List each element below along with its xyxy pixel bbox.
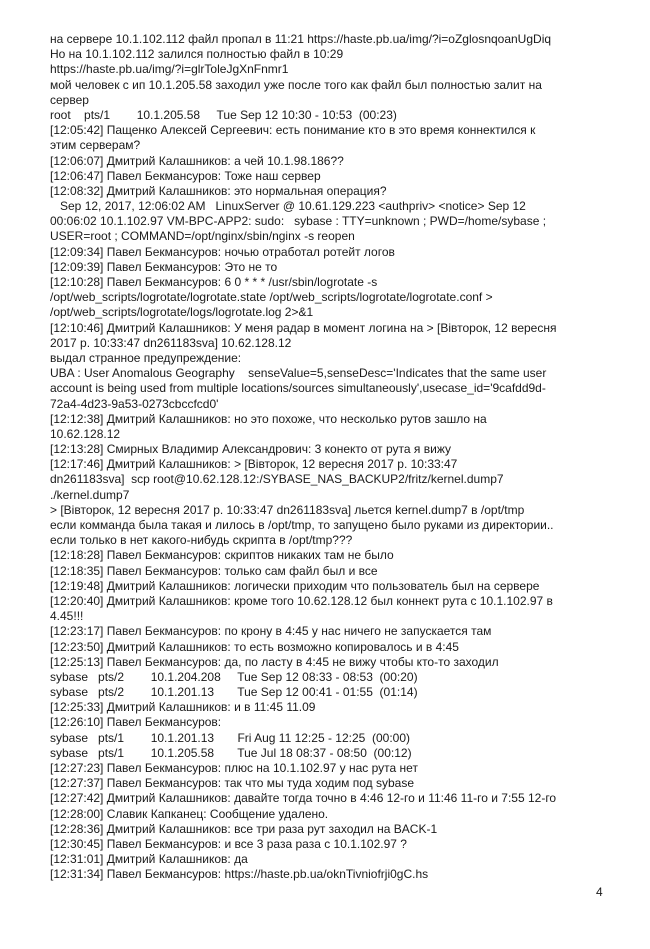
text-line: sybase pts/1 10.1.201.13 Fri Aug 11 12:25 - 12:25 (00:00): [50, 730, 410, 745]
text-line: USER=root ; COMMAND=/opt/nginx/sbin/nginx -s reopen: [50, 229, 355, 244]
text-line: ./kernel.dump7: [50, 487, 130, 502]
text-line: [12:17:46] Дмитрий Калашников: > [Вівторок, 12 вересня 2017 р. 10:33:47: [50, 457, 458, 472]
text-line: [12:19:48] Дмитрий Калашников: логически приходим что пользователь был на сервере: [50, 578, 540, 593]
text-line: [12:27:23] Павел Бекмансуров: плюс на 10.1.102.97 у нас рута нет: [50, 761, 418, 775]
text-line: /opt/web_scripts/logrotate/logrotate.state /opt/web_scripts/logrotate/logrotate.conf >: [50, 290, 493, 305]
text-line: мой человек с ип 10.1.205.58 заходил уже после того как файл был полностью залит на: [50, 77, 542, 92]
text-line: [12:28:00] Славик Капканец: Сообщение удалено.: [50, 806, 329, 821]
text-line: [12:10:46] Дмитрий Калашников: У меня радар в момент логина на > [Вівторок, 12 вересня: [50, 320, 557, 335]
text-line: на сервере 10.1.102.112 файл пропал в 11:21 https://haste.pb.ua/img/?i=oZglosnqoanUgDiq: [50, 32, 552, 46]
text-line: [12:20:40] Дмитрий Калашников: кроме того 10.62.128.12 был коннект рута с 10.1.102.97 в: [50, 593, 553, 608]
text-line: 4.45!!!: [50, 609, 84, 624]
text-line: /opt/web_scripts/logrotate/logs/logrotate.log 2>&1: [50, 305, 314, 320]
text-line: 2017 р. 10:33:47 dn261183sva] 10.62.128.12: [50, 335, 292, 350]
text-line: [12:31:34] Павел Бекмансуров: https://haste.pb.ua/oknTivniofrji0gC.hs: [50, 867, 429, 882]
text-line: sybase pts/1 10.1.205.58 Tue Jul 18 08:37 - 08:50 (00:12): [50, 745, 412, 760]
text-line: [12:18:28] Павел Бекмансуров: скриптов никаких там не было: [50, 548, 394, 563]
text-line: [12:25:33] Дмитрий Калашников: и в 11:45 11.09: [50, 700, 316, 715]
text-line: Sep 12, 2017, 12:06:02 AM LinuxServer @ 10.61.129.223 <authpriv> <notice> Sep 12: [50, 199, 526, 214]
text-line: если комманда была такая и лилось в /opt/tmp, то запущено было руками из директории..: [50, 518, 554, 532]
text-line: dn261183sva] scp root@10.62.128.12:/SYBASE_NAS_BACKUP2/fritz/kernel.dump7: [50, 472, 504, 487]
text-line: [12:27:37] Павел Бекмансуров: так что мы туда ходим под sybase: [50, 776, 414, 791]
text-line: sybase pts/2 10.1.204.208 Tue Sep 12 08:33 - 08:53 (00:20): [50, 669, 418, 684]
text-line: Но на 10.1.102.112 залился полностью файл в 10:29: [50, 47, 344, 62]
text-line: root pts/1 10.1.205.58 Tue Sep 12 10:30 - 10:53 (00:23): [50, 107, 397, 122]
text-line: [12:06:47] Павел Бекмансуров: Тоже наш сервер: [50, 168, 321, 183]
text-line: [12:27:42] Дмитрий Калашников: давайте тогда точно в 4:46 12-го и 11:46 11-го и 7:55 12-го: [50, 791, 557, 806]
text-line: [12:08:32] Дмитрий Калашников: это нормальная операция?: [50, 183, 387, 198]
text-line: [12:06:07] Дмитрий Калашников: а чей 10.1.98.186??: [50, 153, 344, 168]
text-line: UBA : User Anomalous Geography senseValue=5,senseDesc='Indicates that the same user: [50, 366, 547, 381]
text-line: [12:09:39] Павел Бекмансуров: Это не то: [50, 259, 278, 274]
text-line: 10.62.128.12: [50, 426, 121, 441]
text-line: [12:18:35] Павел Бекмансуров: только сам файл был и все: [50, 563, 378, 578]
text-line: sybase pts/2 10.1.201.13 Tue Sep 12 00:41 - 01:55 (01:14): [50, 685, 418, 700]
text-line: [12:10:28] Павел Бекмансуров: 6 0 * * * /usr/sbin/logrotate -s: [50, 275, 378, 289]
text-line: 00:06:02 10.1.102.97 VM-BPC-APP2: sudo: sybase : TTY=unknown ; PWD=/home/sybase ;: [50, 214, 547, 229]
text-line: 72a4-4d23-9a53-0273cbccfcd0': [50, 396, 219, 411]
text-line: выдал странное предупреждение:: [50, 350, 242, 365]
page-number: 4: [596, 885, 603, 899]
text-line: этим серверам?: [50, 138, 141, 153]
text-line: [12:09:34] Павел Бекмансуров: ночью отработал ротейт логов: [50, 244, 395, 259]
text-line: https://haste.pb.ua/img/?i=glrToleJgXnFnmr1: [50, 62, 289, 77]
text-line: [12:12:38] Дмитрий Калашников: но это похоже, что несколько рутов зашло на: [50, 411, 487, 426]
text-line: [12:23:50] Дмитрий Калашников: то есть возможно копировалось и в 4:45: [50, 639, 459, 654]
text-line: account is being used from multiple locations/sources simultaneously',usecase_id='9cafdd9d-: [50, 381, 546, 396]
text-line: сервер: [50, 92, 89, 107]
text-line: [12:23:17] Павел Бекмансуров: по крону в 4:45 у нас ничего не запускается там: [50, 624, 492, 639]
text-line: [12:30:45] Павел Бекмансуров: и все 3 раза раза с 10.1.102.97 ?: [50, 836, 407, 851]
text-line: [12:26:10] Павел Бекмансуров:: [50, 715, 222, 730]
text-line: [12:25:13] Павел Бекмансуров: да, по ласту в 4:45 не вижу чтобы кто-то заходил: [50, 654, 499, 669]
text-line: > [Вівторок, 12 вересня 2017 р. 10:33:47 dn261183sva] льется kernel.dump7 в /opt/tmp: [50, 502, 525, 517]
text-line: [12:05:42] Пащенко Алексей Сергеевич: есть понимание кто в это время коннектился к: [50, 123, 536, 138]
text-line: [12:13:28] Смирных Владимир Александрович: 3 конекто от рута я вижу: [50, 442, 451, 457]
text-line: если только в нет какого-нибудь скрипта в /opt/tmp???: [50, 533, 353, 548]
document-body: [50, 32, 630, 883]
text-line: [12:28:36] Дмитрий Калашников: все три раза рут заходил на BACK-1: [50, 821, 438, 836]
text-line: [12:31:01] Дмитрий Калашников: да: [50, 852, 248, 867]
